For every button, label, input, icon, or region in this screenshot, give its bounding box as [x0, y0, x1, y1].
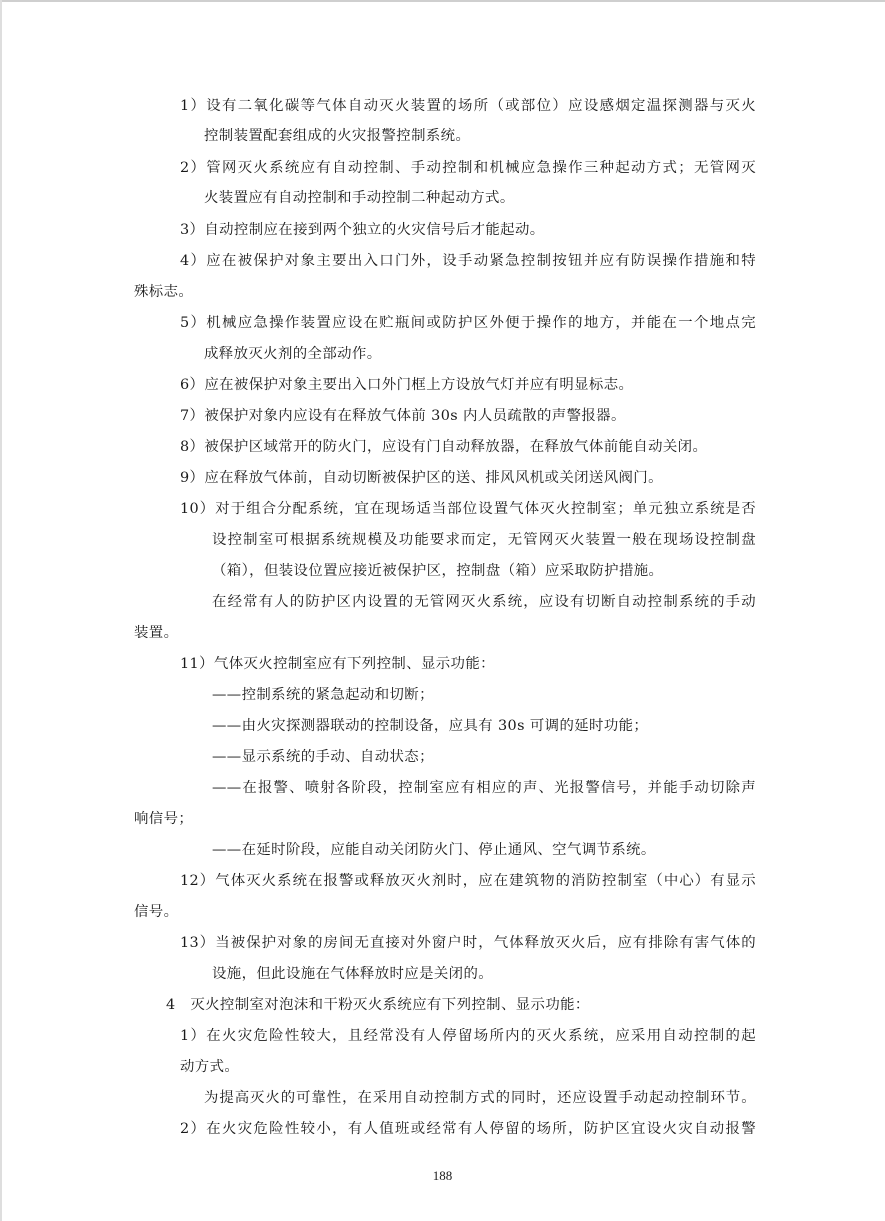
page-border-top: [0, 0, 885, 2]
text-line: 8）被保护区域常开的防火门，应设有门自动释放器，在释放气体前能自动关闭。: [180, 439, 708, 455]
text-line: 设施，但此设施在气体释放时应是关闭的。: [212, 966, 494, 982]
text-line: 殊标志。: [134, 284, 194, 300]
text-line: 在经常有人的防护区内设置的无管网灭火系统，应设有切断自动控制系统的手动: [212, 594, 756, 610]
text-line: 2）管网灭火系统应有自动控制、手动控制和机械应急操作三种起动方式；无管网灭: [180, 160, 756, 176]
text-line: 成释放灭火剂的全部动作。: [204, 346, 382, 362]
text-line: 信号。: [134, 904, 179, 920]
text-line: ——在延时阶段，应能自动关闭防火门、停止通风、空气调节系统。: [212, 842, 656, 858]
text-line: 5）机械应急操作装置应设在贮瓶间或防护区外便于操作的地方，并能在一个地点完: [180, 315, 756, 331]
text-line: 6）应在被保护对象主要出入口外门框上方设放气灯并应有明显标志。: [180, 377, 634, 393]
text-line: ——显示系统的手动、自动状态；: [212, 749, 434, 765]
text-line: 装置。: [134, 625, 179, 641]
text-line: 12）气体灭火系统在报警或释放灭火剂时，应在建筑物的消防控制室（中心）有显示: [180, 873, 756, 889]
text-line: 为提高灭火的可靠性，在采用自动控制方式的同时，还应设置手动起动控制环节。: [204, 1090, 756, 1106]
text-line: 控制装置配套组成的火灾报警控制系统。: [204, 128, 471, 144]
text-line: ——控制系统的紧急起动和切断；: [212, 687, 434, 703]
text-line: 9）应在释放气体前，自动切断被保护区的送、排风风机或关闭送风阀门。: [180, 470, 663, 486]
text-line: （箱），但装设位置应接近被保护区，控制盘（箱）应采取防护措施。: [212, 563, 664, 579]
text-line: 动方式。: [180, 1059, 240, 1075]
text-line: 3）自动控制应在接到两个独立的火灾信号后才能起动。: [180, 222, 545, 238]
page-border-left: [0, 0, 2, 1221]
text-line: 火装置应有自动控制和手动控制二种起动方式。: [204, 190, 515, 206]
text-line: ——由火灾探测器联动的控制设备，应具有 30s 可调的延时功能；: [212, 718, 649, 734]
text-line: 7）被保护对象内应设有在释放气体前 30s 内人员疏散的声警报器。: [180, 408, 626, 424]
text-line: 4 灭火控制室对泡沫和干粉灭火系统应有下列控制、显示功能：: [166, 997, 590, 1013]
text-line: 设控制室可根据系统规模及功能要求而定，无管网灭火装置一般在现场设控制盘: [212, 532, 756, 548]
text-line: ——在报警、喷射各阶段，控制室应有相应的声、光报警信号，并能手动切除声: [212, 780, 756, 796]
text-line: 1）在火灾危险性较大，且经常没有人停留场所内的灭火系统，应采用自动控制的起: [180, 1028, 756, 1044]
page-number: 188: [432, 1168, 453, 1183]
text-line: 11）气体灭火控制室应有下列控制、显示功能：: [180, 656, 495, 672]
text-line: 响信号；: [134, 811, 194, 827]
text-line: 1）设有二氧化碳等气体自动灭火装置的场所（或部位）应设感烟定温探测器与灭火: [180, 98, 756, 114]
text-line: 10）对于组合分配系统，宜在现场适当部位设置气体灭火控制室；单元独立系统是否: [180, 501, 756, 517]
text-line: 2）在火灾危险性较小，有人值班或经常有人停留的场所，防护区宜设火灾自动报警: [180, 1121, 756, 1137]
text-line: 13）当被保护对象的房间无直接对外窗户时，气体释放灭火后，应有排除有害气体的: [180, 935, 756, 951]
text-line: 4）应在被保护对象主要出入口门外，设手动紧急控制按钮并应有防误操作措施和特: [180, 253, 756, 269]
